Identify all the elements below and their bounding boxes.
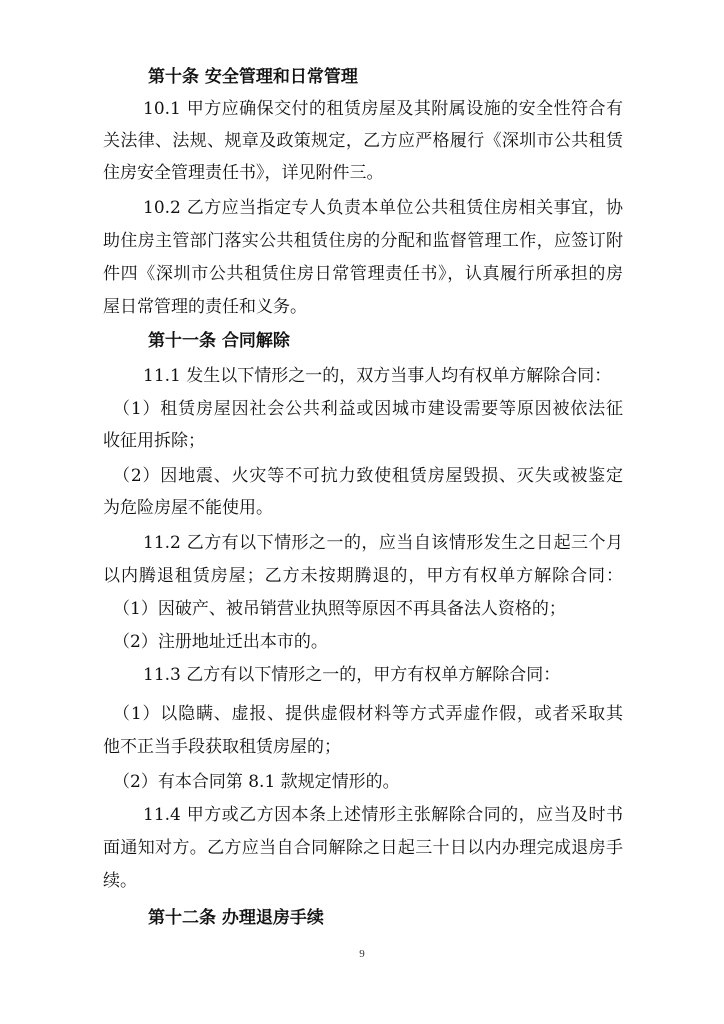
clause-10-1-line-3: 住房安全管理责任书》，详见附件三。 [103, 163, 384, 183]
clause-11-2-item-1: （1）因破产、被吊销营业执照等原因不再具备法人资格的； [113, 599, 566, 619]
clause-11-4-line-3: 续。 [103, 871, 137, 891]
page-number: 9 [359, 948, 365, 960]
clause-11-1: 11.1 发生以下情形之一的，双方当事人均有权单方解除合同： [143, 366, 612, 386]
clause-11-2-item-2: （2）注册地址迁出本市的。 [113, 632, 328, 652]
section-12-heading: 第十二条 办理退房手续 [148, 908, 324, 928]
clause-11-3-item-2: （2）有本合同第 8.1 款规定情形的。 [113, 772, 400, 792]
clause-11-2-line-2: 以内腾退租赁房屋；乙方未按期腾退的，甲方有权单方解除合同： [103, 566, 623, 586]
clause-11-2-line-1: 11.2 乙方有以下情形之一的，应当自该情形发生之日起三个月 [143, 533, 623, 553]
clause-11-1-item-2-line-2: 为危险房屋不能使用。 [103, 498, 273, 518]
clause-10-1-line-1: 10.1 甲方应确保交付的租赁房屋及其附属设施的安全性符合有 [143, 99, 623, 119]
clause-11-3-item-1-line-1: （1）以隐瞒、虚报、提供虚假材料等方式弄虚作假，或者采取其 [113, 704, 623, 724]
section-10-heading: 第十条 安全管理和日常管理 [148, 67, 358, 87]
clause-10-2-line-1: 10.2 乙方应当指定专人负责本单位公共租赁住房相关事宜，协 [143, 198, 623, 218]
clause-10-2-line-4: 屋日常管理的责任和义务。 [103, 297, 307, 317]
clause-10-1-line-2: 关法律、法规、规章及政策规定，乙方应严格履行《深圳市公共租赁 [103, 131, 623, 151]
clause-11-4-line-1: 11.4 甲方或乙方因本条上述情形主张解除合同的，应当及时书 [143, 805, 623, 825]
clause-10-2-line-2: 助住房主管部门落实公共租赁住房的分配和监督管理工作，应签订附 [103, 231, 623, 251]
clause-11-1-item-2-line-1: （2）因地震、火灾等不可抗力致使租赁房屋毁损、灭失或被鉴定 [113, 466, 623, 486]
clause-10-2-line-3: 件四《深圳市公共租赁住房日常管理责任书》，认真履行所承担的房 [103, 264, 623, 284]
clause-11-1-item-1-line-1: （1）租赁房屋因社会公共利益或因城市建设需要等原因被依法征 [113, 399, 623, 419]
section-11-heading: 第十一条 合同解除 [148, 331, 290, 351]
clause-11-1-item-1-line-2: 收征用拆除； [103, 431, 205, 451]
clause-11-3-item-1-line-2: 他不正当手段获取租赁房屋的； [103, 737, 341, 757]
clause-11-3: 11.3 乙方有以下情形之一的，甲方有权单方解除合同： [143, 665, 561, 685]
clause-11-4-line-2: 面通知对方。乙方应当自合同解除之日起三十日以内办理完成退房手 [103, 838, 623, 858]
